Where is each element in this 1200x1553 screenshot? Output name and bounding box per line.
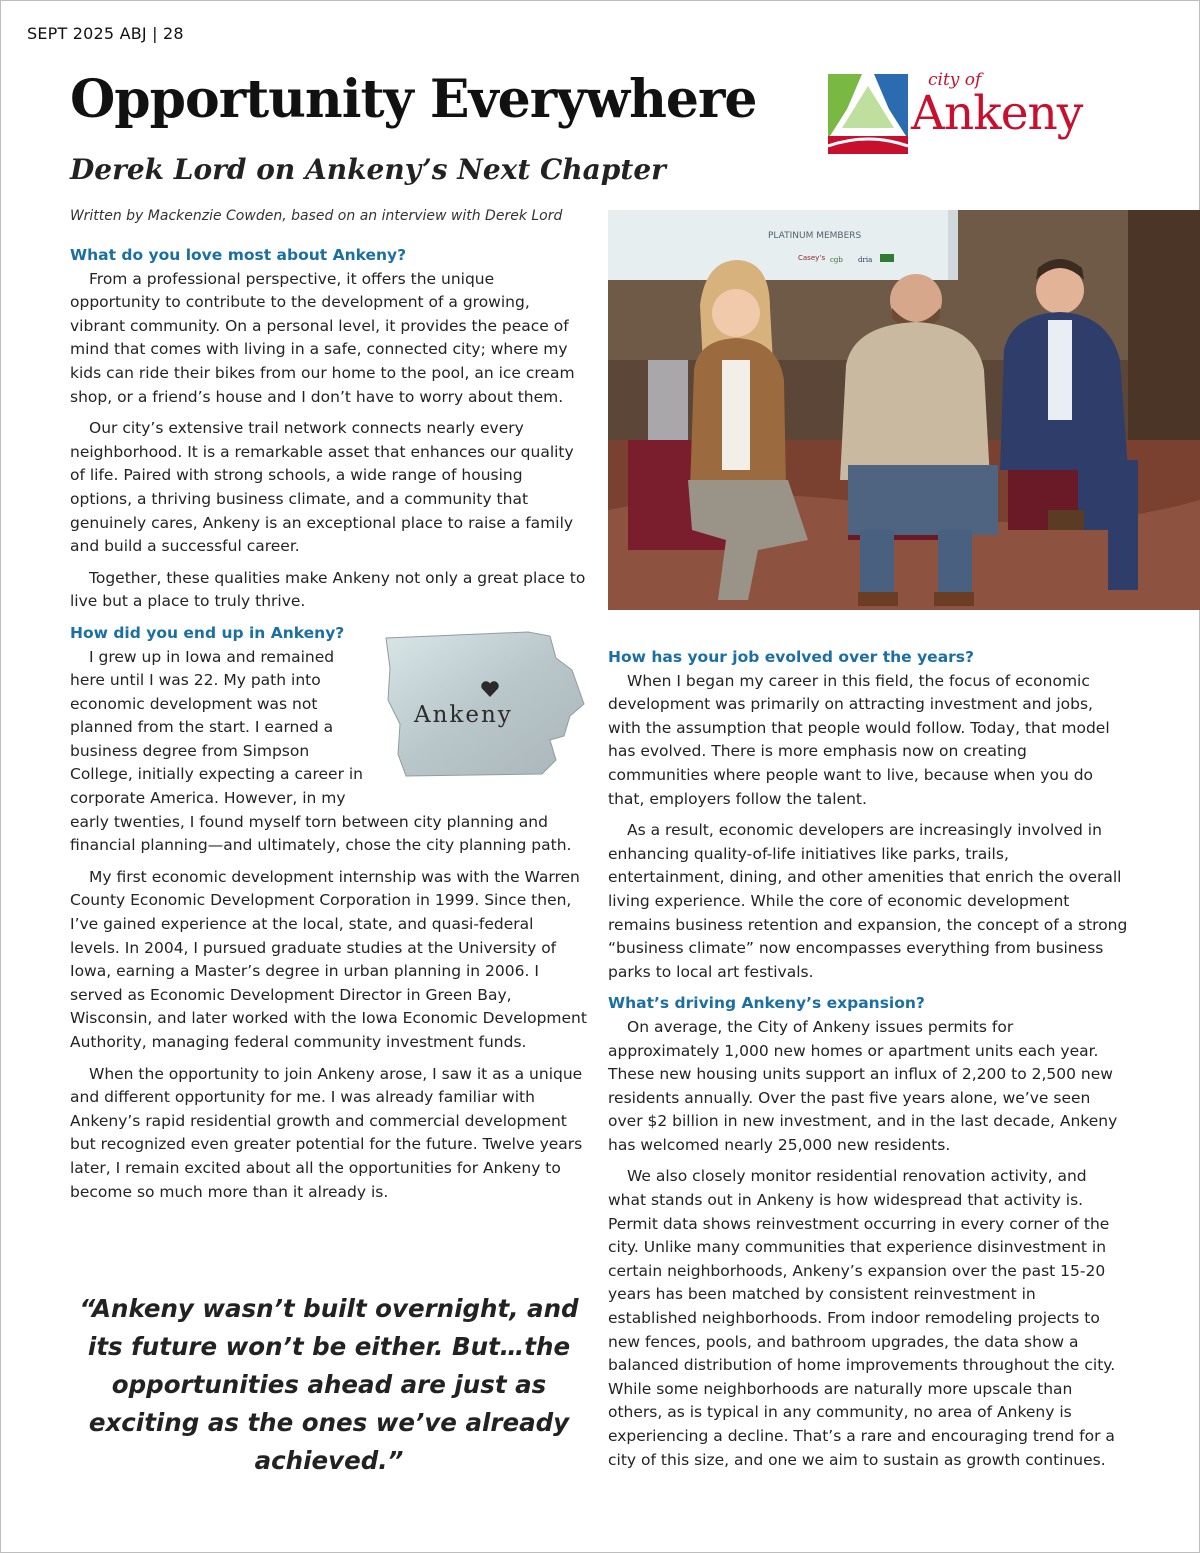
section-heading-expansion: What’s driving Ankeny’s expansion? <box>608 994 925 1013</box>
end-up-paragraph-1: I grew up in Iowa and remained here until I was 22. My path into economic development was not planned from the start. I earned a business degree from Simpson College, initially expecting a career in corporate America. However, in my early twenties, I found myself torn between city planning and financial planning—and ultimately, chose the city planning path. <box>70 647 572 855</box>
iowa-map-graphic <box>376 622 588 788</box>
page-label: SEPT 2025 ABJ | 28 <box>27 24 184 43</box>
logo-name-text: Ankeny <box>911 86 1083 141</box>
sponsor-logo-1: Casey’s <box>798 254 826 262</box>
section-heading-end-up: How did you end up in Ankeny? <box>70 623 345 642</box>
article-subtitle: Derek Lord on Ankeny’s Next Chapter <box>70 153 666 186</box>
logo-mark <box>828 74 908 154</box>
love-paragraph-3: Together, these qualities make Ankeny not only a great place to live but a place to truly thrive. <box>70 568 586 611</box>
end-up-paragraph-3: When the opportunity to join Ankeny arose, I saw it as a unique and different opportunity for me. I was already familiar with Ankeny’s rapid residential growth and commercial development but recognized even greater potential for the future. Twelve years later, I remain excited about all the opportunities for Ankeny to become so much more than it already is. <box>70 1064 583 1201</box>
pull-quote: “Ankeny wasn’t built overnight, and its future won’t be either. But…the opportunities ahead are just as exciting as the ones we’ve already achieved.” <box>79 1294 579 1475</box>
section-heading-job: How has your job evolved over the years? <box>608 648 975 666</box>
screen-heading: PLATINUM MEMBERS <box>768 231 862 241</box>
article-byline: Written by Mackenzie Cowden, based on an interview with Derek Lord <box>70 208 563 224</box>
event-photo <box>608 210 1200 610</box>
job-paragraph-1: When I began my career in this field, the focus of economic development was primarily on attracting investment and jobs, with the assumption that people would follow. Today, that model has evolved. There is more emphasis now on creating communities where people want to live, because when you do that, employers follow the talent. <box>608 671 1110 808</box>
photo-illustration <box>608 210 1200 610</box>
article-title: Opportunity Everywhere <box>70 69 757 130</box>
end-up-paragraph-2: My first economic development internship was with the Warren County Economic Development Corporation in 1999. Since then, I’ve gained experience at the local, state, and quasi-federal levels. In 2004, I pursued graduate studies at the University of Iowa, earning a Master’s degree in urban planning in 2006. I served as Economic Development Director in Green Bay, Wisconsin, and later worked with the Iowa Economic Development Authority, managing federal community investment funds. <box>70 867 587 1051</box>
sponsor-logo-3: dria <box>858 256 873 264</box>
love-paragraph-2: Our city’s extensive trail network connects nearly every neighborhood. It is a remarkable asset that enhances our quality of life. Paired with strong schools, a wide range of housing options, a thriving business climate, and a community that genuinely cares, Ankeny is an exceptional place to raise a family and build a successful career. <box>70 419 574 556</box>
logo-city-text: city of <box>928 70 982 90</box>
sponsor-logo-2: cgb <box>830 256 843 264</box>
right-column <box>608 646 1128 1480</box>
left-column <box>70 244 588 1212</box>
city-of-ankeny-logo <box>828 64 1128 164</box>
job-paragraph-2: As a result, economic developers are increasingly involved in enhancing quality-of-life initiatives like parks, trails, entertainment, dining, and other amenities that enrich the overall living experience. While the core of economic development remains business retention and expansion, the concept of a strong “business climate” now encompasses everything from business parks to local art festivals. <box>608 821 1128 981</box>
expansion-paragraph-2: We also closely monitor residential renovation activity, and what stands out in Ankeny is how widespread that activity is. Permit data shows reinvestment occurring in every corner of the city. Unlike many communities that experience disinvestment in certain neighborhoods, Ankeny’s expansion over the past 15-20 years has been matched by consistent reinvestment in established neighborhoods. From indoor remodeling projects to new fences, pools, and bathroom upgrades, the data show a balanced distribution of home improvements throughout the city. While some neighborhoods are naturally more upscale than others, as is typical in any community, no area of Ankeny is experiencing a decline. That’s a rare and encouraging trend for a city of this size, and one we aim to sustain as growth continues. <box>608 1167 1116 1469</box>
expansion-paragraph-1: On average, the City of Ankeny issues permits for approximately 1,000 new homes or apartment units each year. These new housing units support an influx of 2,200 to 2,500 new residents annually. Over the past five years alone, we’ve seen over $2 billion in new investment, and in the last decade, Ankeny has welcomed nearly 25,000 new residents. <box>608 1017 1118 1154</box>
heart-icon <box>480 679 500 699</box>
section-heading-love: What do you love most about Ankeny? <box>70 246 407 264</box>
love-paragraph-1: From a professional perspective, it offers the unique opportunity to contribute to the development of a growing, vibrant community. On a personal level, it provides the peace of mind that comes with living in a safe, connected city; where my kids can ride their bikes from our home to the pool, an ice cream shop, or a friend’s house and I don’t have to worry about them. <box>70 269 575 406</box>
map-label: Ankeny <box>414 701 513 728</box>
